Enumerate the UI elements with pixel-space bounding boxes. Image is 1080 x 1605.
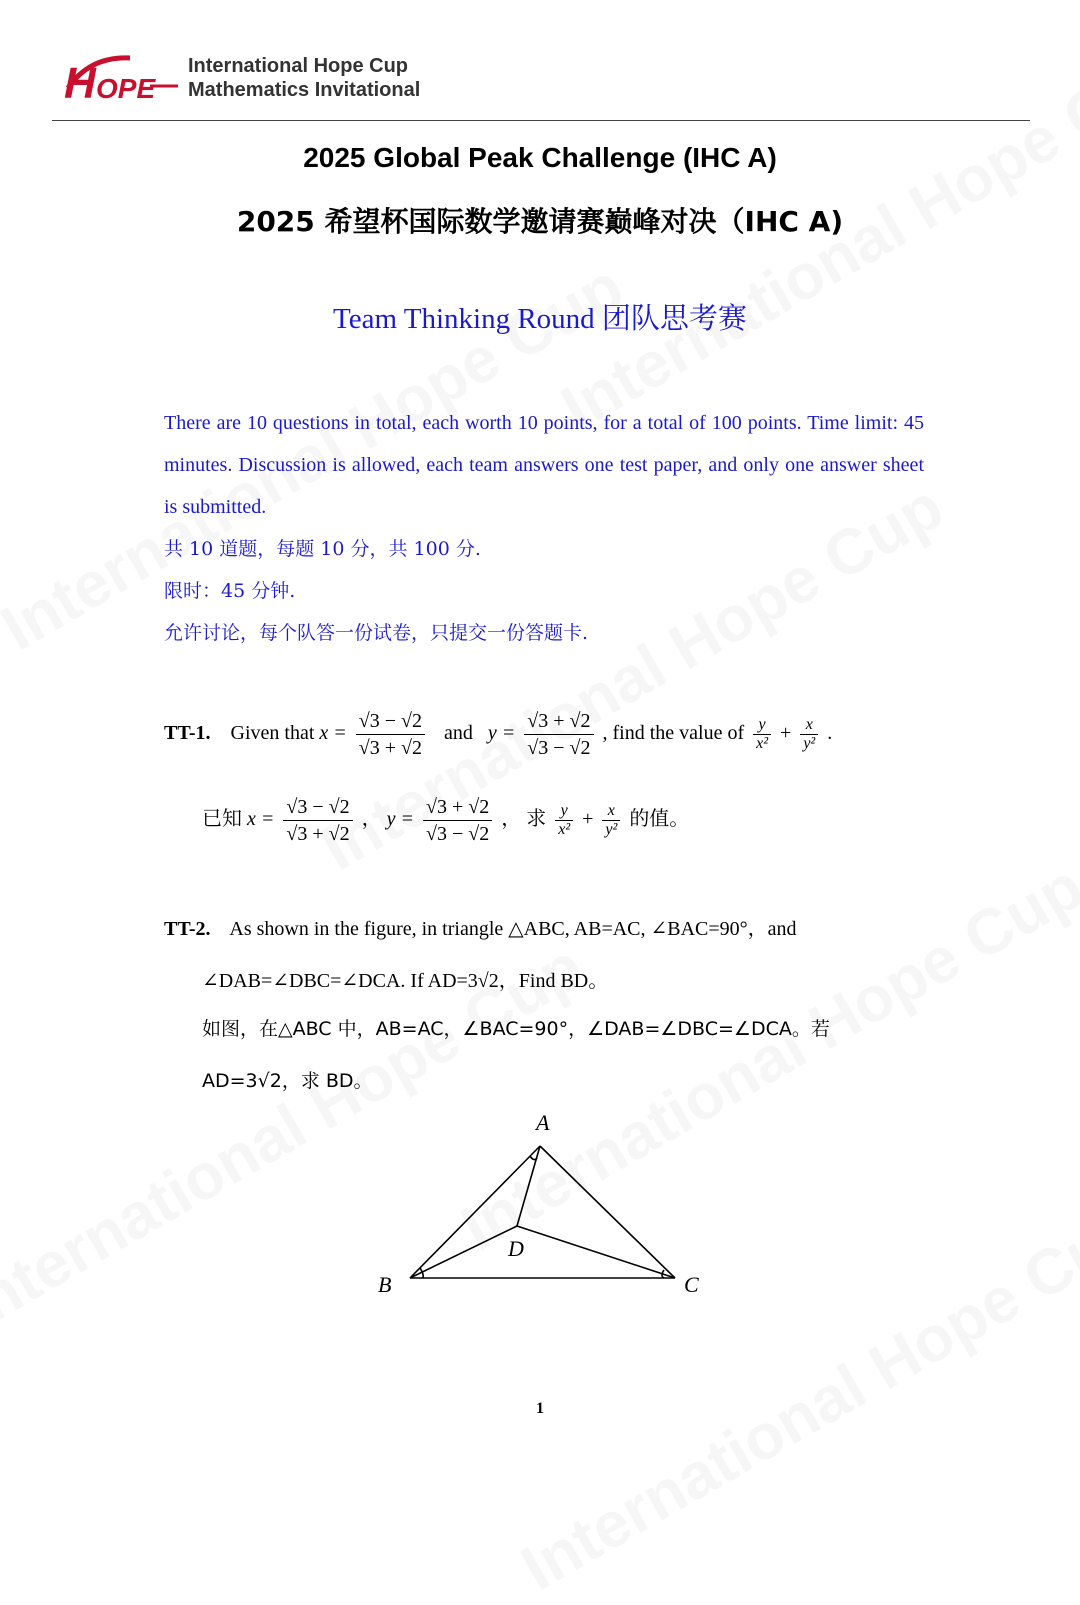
cn-x-numerator: √3 − √2 xyxy=(283,794,352,821)
label-a: A xyxy=(536,1110,550,1135)
instructions-cn-1: 共 10 道题，每题 10 分，共 100 分. xyxy=(164,538,481,560)
period: . xyxy=(827,722,833,745)
x-numerator: √3 − √2 xyxy=(356,708,425,735)
cn-comma: ， xyxy=(501,806,522,831)
cn-plus-sign: + xyxy=(582,808,594,831)
tt2-en-text-1: As shown in the figure, in triangle △ABC, AB=AC, ∠BAC=90°，and xyxy=(229,918,797,940)
term1-numerator: y xyxy=(753,716,771,735)
svg-text:H: H xyxy=(64,59,96,108)
term2-denominator: y² xyxy=(803,735,816,752)
instructions-cn-2: 限时：45 分钟. xyxy=(164,580,296,602)
cn-y-denominator: √3 − √2 xyxy=(425,823,490,845)
and-text: and xyxy=(444,722,473,745)
edge-bd xyxy=(410,1226,517,1278)
round-title: Team Thinking Round 团队思考赛 xyxy=(333,303,747,335)
label-b: B xyxy=(378,1272,392,1297)
cn-term2-numerator: x xyxy=(602,802,620,821)
find-text: , find the value of xyxy=(602,722,745,745)
question-tt2-en-line2: ∠DAB=∠DBC=∠DCA. If AD=3√2，Find BD。 xyxy=(202,970,609,992)
question-number: TT-1. xyxy=(164,722,211,745)
question-tt2-cn-line1: 如图，在△ABC 中，AB=AC，∠BAC=90°，∠DAB=∠DBC=∠DCA。若 xyxy=(202,1018,830,1040)
logo-line-2: Mathematics Invitational xyxy=(188,79,421,101)
x-equals: x = xyxy=(319,722,347,745)
cn-y-numerator: √3 + √2 xyxy=(423,794,492,821)
question-number: TT-2. xyxy=(164,918,211,940)
y-equals: y = xyxy=(487,722,516,745)
cn-term1-denominator: x² xyxy=(558,821,571,838)
cn-comma: ， xyxy=(361,806,382,831)
label-d: D xyxy=(508,1236,524,1261)
cn-x-equals: x = xyxy=(247,808,275,831)
logo-line-1: International Hope Cup xyxy=(188,55,408,77)
term2-numerator: x xyxy=(800,716,818,735)
cn-value-text: 的值。 xyxy=(629,806,690,831)
svg-text:OPE: OPE xyxy=(96,73,156,104)
cn-known-text: 已知 xyxy=(202,806,242,831)
label-c: C xyxy=(684,1272,699,1297)
title-english: 2025 Global Peak Challenge (IHC A) xyxy=(303,142,777,173)
cn-find-text: 求 xyxy=(526,806,547,831)
edge-cd xyxy=(517,1226,675,1278)
title-chinese: 2025 希望杯国际数学邀请赛巅峰对决（IHC A) xyxy=(236,205,844,238)
cn-y-equals: y = xyxy=(386,808,414,831)
x-denominator: √3 + √2 xyxy=(358,737,422,759)
question-tt2-cn-line2: AD=3√2，求 BD。 xyxy=(202,1070,373,1092)
page-number: 1 xyxy=(536,1400,544,1417)
y-denominator: √3 − √2 xyxy=(527,737,591,759)
given-text: Given that xyxy=(230,722,315,745)
cn-x-denominator: √3 + √2 xyxy=(286,823,350,845)
cn-term1-numerator: y xyxy=(555,802,573,821)
cn-term2-denominator: y² xyxy=(605,821,618,838)
plus-sign: + xyxy=(780,722,792,745)
y-numerator: √3 + √2 xyxy=(524,708,593,735)
instructions-cn-3: 允许讨论，每个队答一份试卷，只提交一份答题卡. xyxy=(164,622,589,644)
edge-ac xyxy=(540,1146,675,1278)
term1-denominator: x² xyxy=(756,735,769,752)
instructions-english: There are 10 questions in total, each worth 10 points, for a total of 100 points. Time limit: 45 minutes. Discussion is allowed, each team answers one test paper, and only one answer sheet is submitted. xyxy=(164,412,924,518)
